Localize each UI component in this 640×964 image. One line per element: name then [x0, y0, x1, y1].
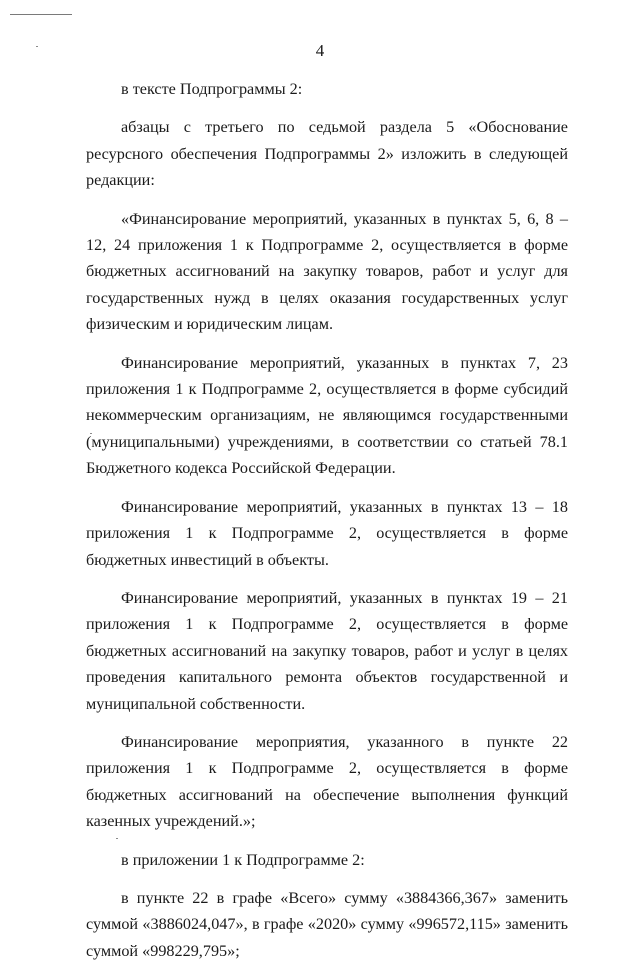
- paragraph: абзацы с третьего по седьмой раздела 5 «Обоснование ресурсного обеспечения Подпрограммы 2» изложить в следующей редакции:: [86, 118, 568, 190]
- paragraph: Финансирование мероприятий, указанных в пунктах 7, 23 приложения 1 к Подпрограмме 2, осуществляется в форме субсидий некоммерческим организациям, не являющимся государственными (муниципальными) учреждениями, в соответствии со статьей 78.1 Бюджетного кодекса Российской Федерации.: [86, 353, 568, 478]
- scan-edge-mark: [10, 14, 72, 15]
- paragraph: «Финансирование мероприятий, указанных в пунктах 5, 6, 8 – 12, 24 приложения 1 к Подпрограмме 2, осуществляется в форме бюджетных ассигнований на закупку товаров, работ и услуг для государственных нужд в целях оказания государственных услуг физическим и юридическим лицам.: [86, 209, 568, 334]
- page-number: 4: [315, 41, 325, 60]
- document-body: [86, 76, 568, 964]
- paragraph: Финансирование мероприятий, указанных в пунктах 19 – 21 приложения 1 к Подпрограмме 2, осуществляется в форме бюджетных ассигнований на закупку товаров, работ и услуг в целях проведения капитального ремонта объектов государственной и муниципальной собственности.: [86, 588, 568, 713]
- paragraph: в приложении 1 к Подпрограмме 2:: [121, 850, 365, 869]
- paragraph: в пункте 22 в графе «Всего» сумму «3884366,367» заменить суммой «3886024,047», в графе «2020» сумму «996572,115» заменить суммой «998229,795»;: [86, 888, 568, 960]
- paragraph: Финансирование мероприятий, указанных в пунктах 13 – 18 приложения 1 к Подпрограмме 2, осуществляется в форме бюджетных инвестиций в объекты.: [86, 497, 568, 569]
- paragraph: в тексте Подпрограммы 2:: [121, 80, 303, 98]
- paragraph: Финансирование мероприятия, указанного в пункте 22 приложения 1 к Подпрограмме 2, осуществляется в форме бюджетных ассигнований на обеспечение выполнения функций казенных учреждений.»;: [86, 732, 568, 831]
